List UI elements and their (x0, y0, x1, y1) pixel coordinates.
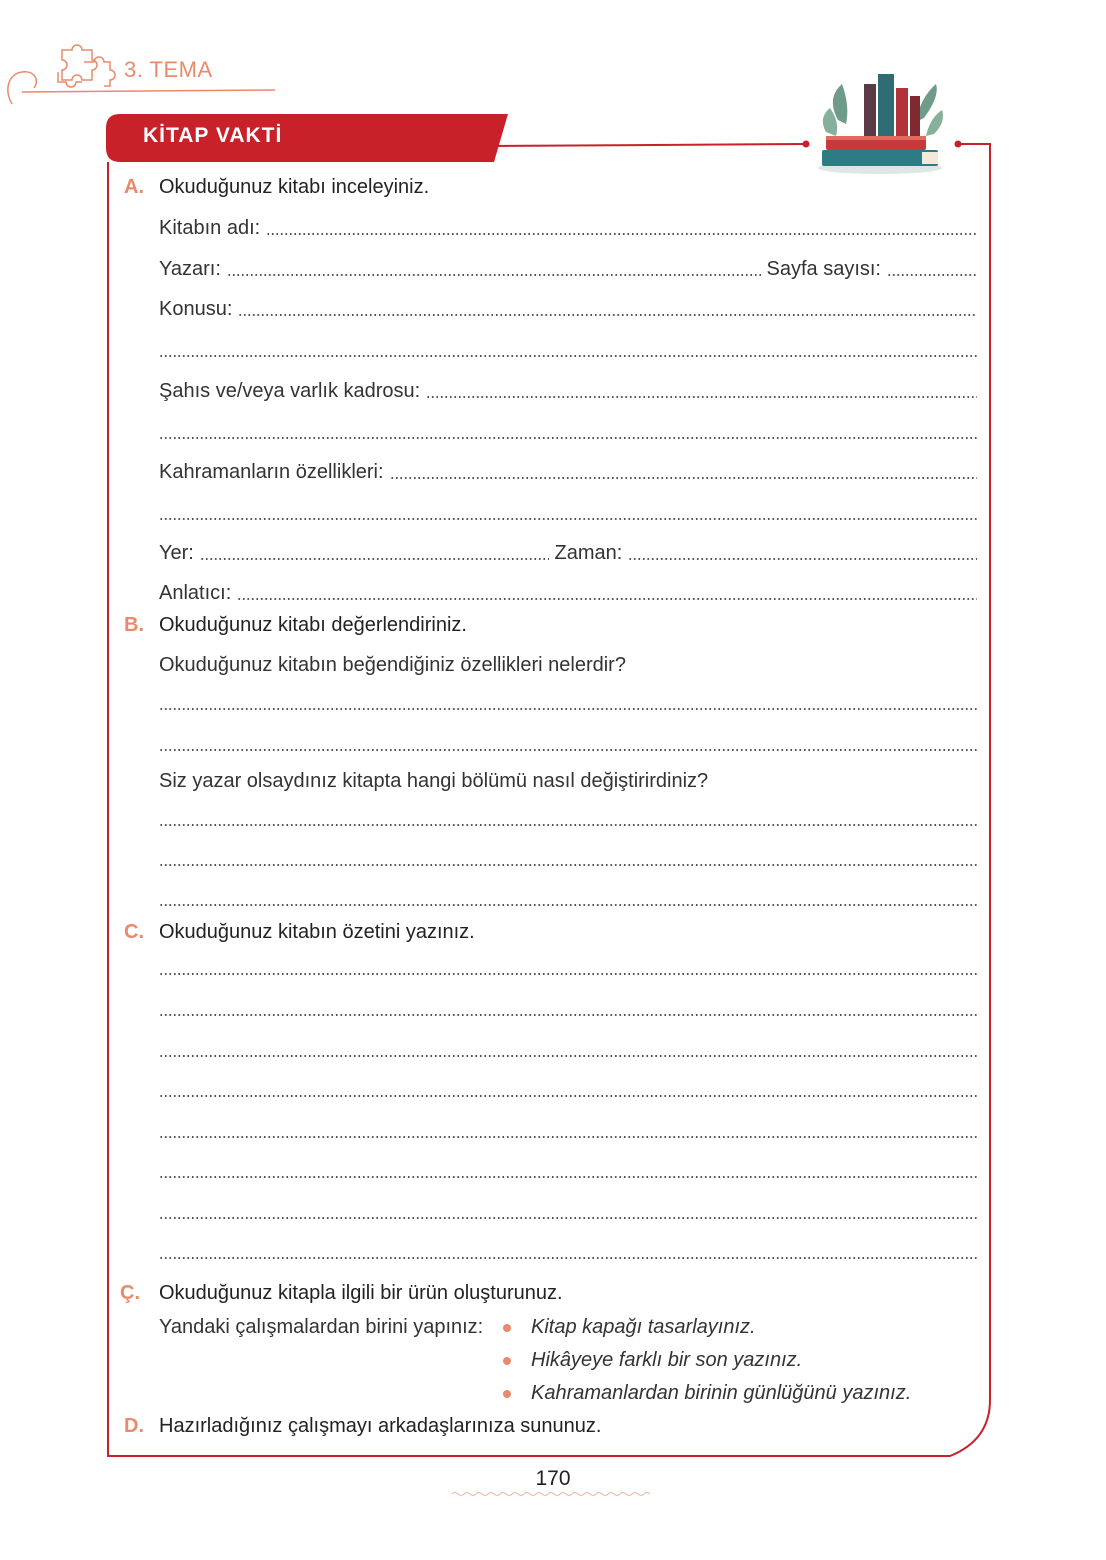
summary-line-1[interactable] (159, 956, 977, 980)
book-name-field[interactable] (159, 216, 977, 240)
bullet-icon (503, 1390, 511, 1398)
option-1 (500, 1316, 756, 1339)
section-d-letter: D. (124, 1415, 144, 1437)
subject-field-line-2[interactable] (159, 338, 977, 362)
place-time-field[interactable] (159, 541, 977, 565)
page-number: 170 (535, 1467, 571, 1490)
answer-2-line-2[interactable] (159, 847, 977, 871)
author-field[interactable] (159, 257, 977, 281)
hero-traits-label: Kahramanların özellikleri: (159, 461, 384, 483)
hero-traits-field-line-2[interactable] (159, 501, 977, 525)
answer-1-line-2[interactable] (159, 732, 977, 756)
subject-label: Konusu: (159, 298, 233, 320)
characters-field-line-2[interactable] (159, 420, 977, 444)
theme-label: 3. TEMA (124, 57, 213, 82)
narrator-label: Anlatıcı: (159, 582, 232, 604)
answer-2-line-1[interactable] (159, 807, 977, 831)
section-b-letter: B. (124, 614, 144, 636)
question-2: Siz yazar olsaydınız kitapta hangi bölümü nasıl değiştirirdiniz? (159, 770, 709, 792)
option-2 (500, 1349, 802, 1372)
narrator-field[interactable] (159, 581, 977, 605)
page-number-ornament (452, 1493, 650, 1496)
page-count-label: Sayfa sayısı: (766, 258, 881, 280)
section-a-letter: A. (124, 176, 144, 198)
option-1-text: Kitap kapağı tasarlayınız. (531, 1316, 756, 1338)
section-cc-title: Okuduğunuz kitapla ilgili bir ürün oluşturunuz. (159, 1282, 563, 1304)
characters-field[interactable] (159, 379, 977, 403)
section-c-title: Okuduğunuz kitabın özetini yazınız. (159, 921, 475, 943)
option-2-text: Hikâyeye farklı bir son yazınız. (531, 1349, 803, 1371)
author-label: Yazarı: (159, 258, 221, 280)
hero-traits-field[interactable] (159, 460, 977, 484)
summary-line-5[interactable] (159, 1119, 977, 1143)
banner-title: KİTAP VAKTİ (143, 124, 283, 147)
bullet-icon (503, 1357, 511, 1365)
section-a-title: Okuduğunuz kitabı inceleyiniz. (159, 176, 430, 198)
section-c-letter: C. (124, 921, 144, 943)
summary-line-8[interactable] (159, 1240, 977, 1264)
characters-label: Şahıs ve/veya varlık kadrosu: (159, 380, 421, 402)
books-illustration (818, 74, 943, 174)
book-name-label: Kitabın adı: (159, 217, 261, 239)
time-label: Zaman: (554, 542, 623, 564)
question-1: Okuduğunuz kitabın beğendiğiniz özellikleri nelerdir? (159, 654, 626, 676)
subject-field[interactable] (159, 297, 977, 321)
answer-1-line-1[interactable] (159, 691, 977, 715)
section-cc-letter: Ç. (120, 1282, 140, 1304)
section-b-title: Okuduğunuz kitabı değerlendiriniz. (159, 614, 467, 636)
option-3-text: Kahramanlardan birinin günlüğünü yazınız. (531, 1382, 912, 1404)
bullet-icon (503, 1324, 511, 1332)
summary-line-4[interactable] (159, 1078, 977, 1102)
summary-line-6[interactable] (159, 1159, 977, 1183)
section-cc-instruction: Yandaki çalışmalardan birini yapınız: (159, 1316, 484, 1338)
summary-line-7[interactable] (159, 1200, 977, 1224)
place-label: Yer: (159, 542, 194, 564)
section-d-title: Hazırladığınız çalışmayı arkadaşlarınıza sununuz. (159, 1415, 602, 1437)
summary-line-3[interactable] (159, 1038, 977, 1062)
answer-2-line-3[interactable] (159, 887, 977, 911)
summary-line-2[interactable] (159, 997, 977, 1021)
option-3 (500, 1382, 911, 1405)
